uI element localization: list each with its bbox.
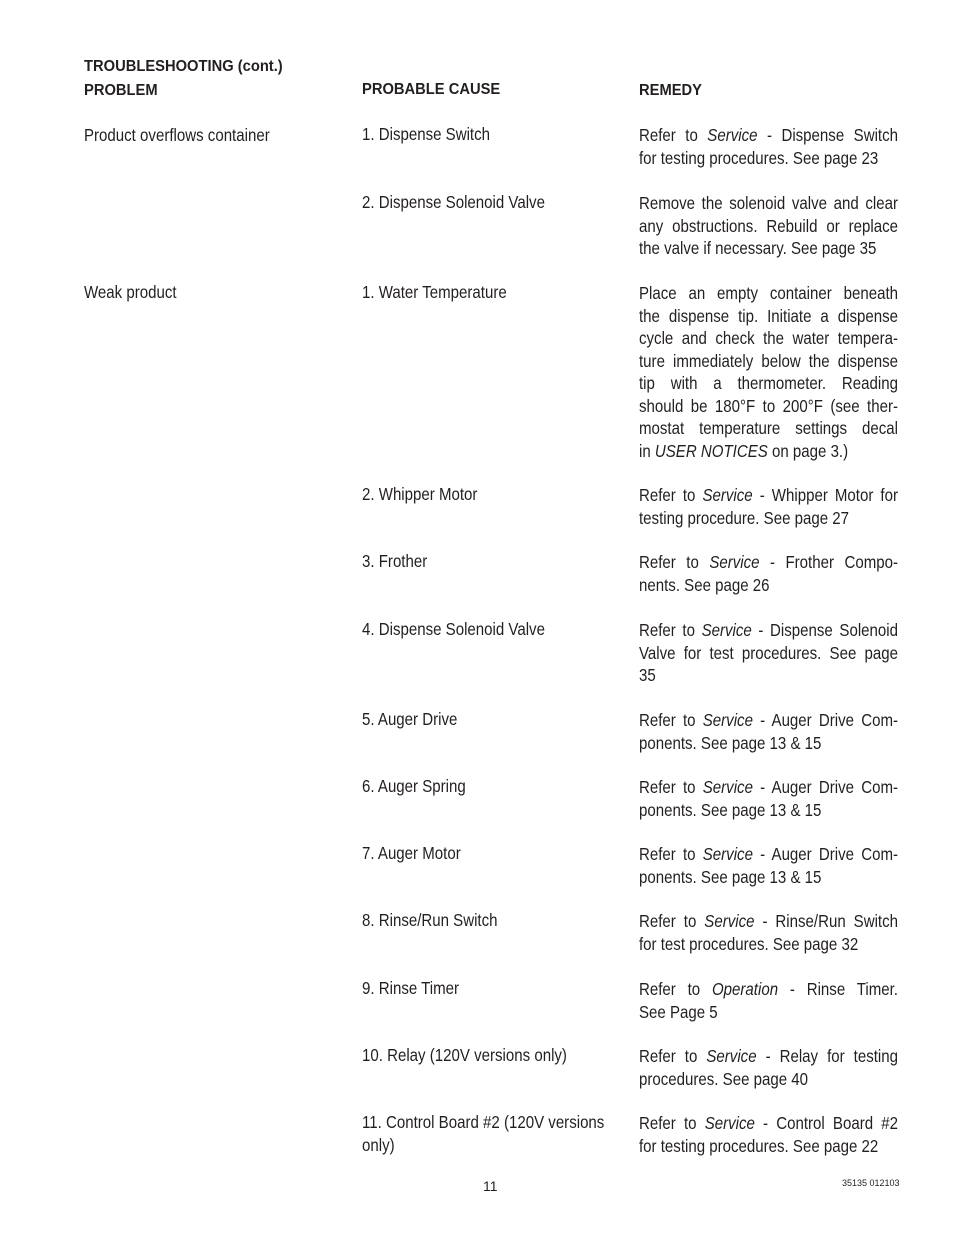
remedy-text: Refer to (639, 710, 703, 730)
remedy-text: for testing procedures. See page 23 (639, 147, 879, 168)
remedy-line (639, 776, 898, 799)
remedy-line (639, 507, 898, 530)
remedy-line (639, 574, 898, 597)
remedy-line (639, 395, 898, 418)
remedy-line (639, 1045, 898, 1068)
remedy-text: for test procedures. See page 32 (639, 933, 859, 954)
remedy-line (639, 237, 898, 260)
remedy-line (639, 147, 898, 170)
italic-reference: Operation (711, 979, 779, 999)
remedy-line (639, 305, 898, 328)
remedy-line (639, 619, 898, 642)
remedy-text: cycle and check the water tempera- (639, 328, 898, 348)
document-code: 35135 012103 (842, 1178, 900, 1188)
remedy-line (639, 1112, 898, 1135)
remedy-line (639, 417, 898, 440)
remedy-text: tip with a thermometer. Reading (639, 373, 898, 393)
italic-reference: Service (702, 485, 753, 505)
section-title: TROUBLESHOOTING (cont.) (84, 58, 283, 75)
remedy (639, 910, 898, 955)
remedy-text: Valve for test procedures. See page (639, 642, 898, 663)
remedy-text: on page 3.) (767, 440, 849, 461)
remedy-line (639, 1135, 898, 1158)
probable-cause (362, 708, 457, 731)
italic-reference: Service (702, 710, 753, 730)
remedy (639, 484, 898, 529)
probable-cause-line: 1. Water Temperature (362, 282, 507, 302)
remedy-text: - Rinse/Run Switch (754, 911, 898, 931)
remedy-text: - Rinse Timer. (778, 979, 898, 999)
remedy-text: should be 180°F to 200°F (see ther- (639, 395, 898, 416)
remedy-text: Refer to (639, 911, 705, 931)
remedy-line (639, 124, 898, 147)
remedy (639, 619, 898, 687)
probable-cause (362, 191, 545, 214)
remedy-line (639, 215, 898, 238)
remedy (639, 1045, 898, 1090)
remedy-text: Refer to (639, 485, 703, 505)
remedy (639, 978, 898, 1023)
remedy-text: Refer to (639, 125, 708, 145)
remedy-text: the dispense tip. Initiate a dispense (639, 305, 898, 326)
italic-reference: Service (704, 911, 755, 931)
remedy-line (639, 484, 898, 507)
probable-cause-line: 1. Dispense Switch (362, 124, 490, 144)
remedy-text: - Control Board #2 (754, 1113, 898, 1133)
italic-reference: Service (702, 844, 753, 864)
remedy-text: Refer to (639, 844, 703, 864)
column-header-probable-cause: PROBABLE CAUSE (362, 81, 501, 98)
remedy-line (639, 1068, 898, 1091)
probable-cause-line: only) (362, 1134, 395, 1155)
probable-cause (362, 550, 427, 573)
remedy (639, 551, 898, 596)
probable-cause (362, 483, 477, 506)
remedy-line (639, 440, 898, 463)
remedy-line (639, 933, 898, 956)
remedy-line (639, 910, 898, 933)
remedy-text: Refer to (639, 777, 703, 797)
italic-reference: Service (707, 125, 758, 145)
probable-cause-line: 6. Auger Spring (362, 776, 466, 796)
remedy-text: ture immediately below the dispense (639, 350, 898, 371)
remedy-text: procedures. See page 40 (639, 1068, 809, 1089)
remedy-text: 35 (639, 665, 656, 685)
remedy-text: Refer to (639, 1046, 707, 1066)
remedy-line (639, 192, 898, 215)
remedy-line (639, 551, 898, 574)
remedy-text: - Auger Drive Com- (752, 777, 898, 797)
remedy-line (639, 327, 898, 350)
probable-cause-line: 8. Rinse/Run Switch (362, 910, 498, 930)
remedy-text: any obstructions. Rebuild or replace (639, 215, 898, 236)
italic-reference: Service (704, 1113, 755, 1133)
probable-cause (362, 123, 490, 146)
probable-cause-line: 2. Whipper Motor (362, 484, 478, 504)
problem-label: Weak product (84, 282, 177, 302)
remedy-text: ponents. See page 13 & 15 (639, 866, 822, 887)
remedy-line (639, 709, 898, 732)
probable-cause-line: 9. Rinse Timer (362, 978, 460, 998)
probable-cause-line: 5. Auger Drive (362, 709, 458, 729)
remedy-text: See Page 5 (639, 1001, 718, 1022)
remedy-text: - Frother Compo- (759, 552, 898, 572)
column-header-remedy: REMEDY (639, 82, 702, 99)
probable-cause (362, 618, 545, 641)
remedy-line (639, 642, 898, 665)
remedy-text: the valve if necessary. See page 35 (639, 238, 877, 258)
remedy-line (639, 799, 898, 822)
italic-reference: Service (706, 1046, 757, 1066)
remedy-text: Refer to (639, 552, 710, 572)
probable-cause (362, 281, 507, 304)
italic-reference: USER NOTICES (654, 440, 768, 461)
remedy (639, 1112, 898, 1157)
probable-cause (362, 1111, 604, 1156)
remedy-line (639, 1001, 898, 1024)
remedy-line (639, 664, 898, 687)
remedy-line (639, 866, 898, 889)
probable-cause-line: 10. Relay (120V versions only) (362, 1045, 567, 1065)
remedy-text: Remove the solenoid valve and clear (639, 193, 898, 213)
probable-cause-line: 2. Dispense Solenoid Valve (362, 192, 545, 212)
remedy (639, 709, 898, 754)
remedy (639, 124, 898, 169)
remedy (639, 282, 898, 462)
page-number: 11 (483, 1178, 498, 1194)
probable-cause (362, 977, 459, 1000)
remedy-text: Refer to (639, 620, 702, 640)
remedy-text: Place an empty container beneath (639, 283, 898, 303)
remedy (639, 776, 898, 821)
italic-reference: Service (701, 620, 752, 640)
remedy-line (639, 843, 898, 866)
remedy-text: testing procedure. See page 27 (639, 507, 850, 528)
probable-cause (362, 909, 498, 932)
remedy-text: - Auger Drive Com- (752, 710, 898, 730)
remedy-text: Refer to (639, 1113, 705, 1133)
remedy-text: mostat temperature settings decal (639, 418, 898, 438)
remedy-line (639, 978, 898, 1001)
remedy-line (639, 282, 898, 305)
probable-cause-line: 11. Control Board #2 (120V versions (362, 1112, 605, 1132)
probable-cause (362, 775, 466, 798)
remedy-text: - Dispense Switch (757, 125, 898, 145)
remedy-text: nents. See page 26 (639, 574, 770, 595)
probable-cause-line: 3. Frother (362, 551, 428, 571)
probable-cause (362, 842, 461, 865)
italic-reference: Service (702, 777, 753, 797)
remedy-text: for testing procedures. See page 22 (639, 1135, 879, 1156)
remedy-text: - Whipper Motor for (752, 485, 898, 505)
probable-cause (362, 1044, 567, 1067)
problem-label: Product overflows container (84, 125, 270, 145)
remedy-line (639, 372, 898, 395)
remedy (639, 192, 898, 260)
remedy-text: - Relay for testing (756, 1046, 898, 1066)
remedy (639, 843, 898, 888)
remedy-text: ponents. See page 13 & 15 (639, 732, 822, 753)
remedy-line (639, 732, 898, 755)
remedy-text: - Dispense Solenoid (751, 620, 898, 640)
probable-cause-line: 4. Dispense Solenoid Valve (362, 619, 545, 639)
remedy-text: Refer to (639, 979, 712, 999)
remedy-text: in (639, 440, 655, 461)
italic-reference: Service (709, 552, 760, 572)
remedy-text: ponents. See page 13 & 15 (639, 799, 822, 820)
column-header-problem: PROBLEM (84, 82, 158, 99)
probable-cause-line: 7. Auger Motor (362, 843, 461, 863)
remedy-line (639, 350, 898, 373)
remedy-text: - Auger Drive Com- (752, 844, 898, 864)
